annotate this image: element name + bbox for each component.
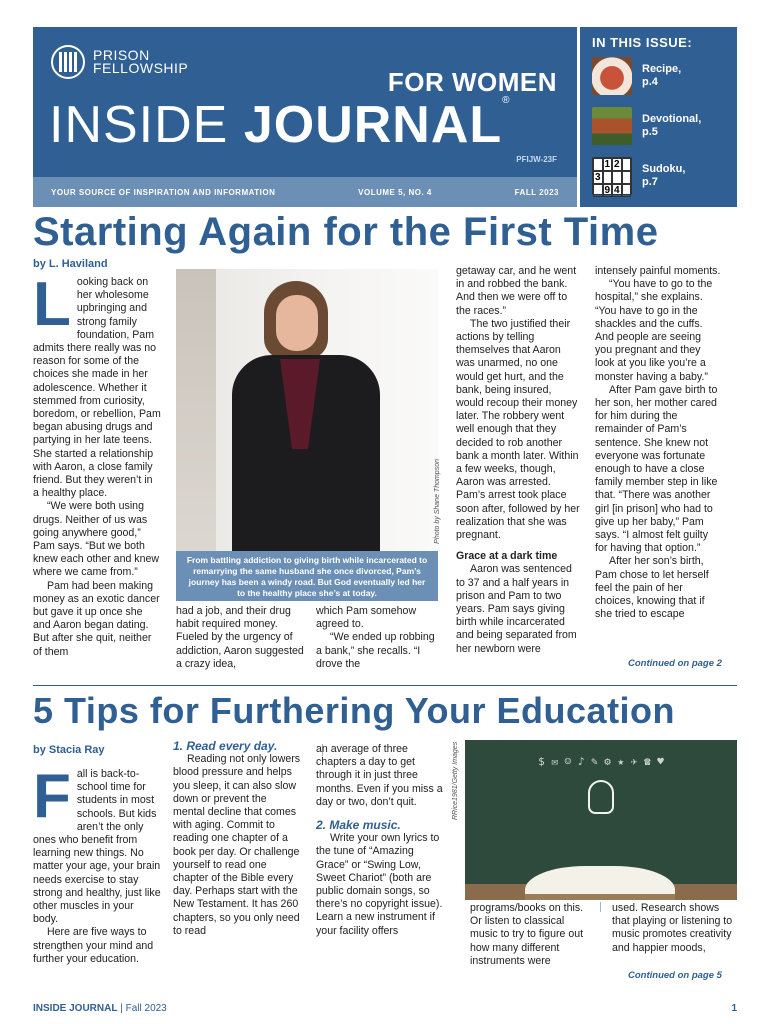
issue-code: PFIJW-23F — [516, 155, 557, 164]
article2-byline: by Stacia Ray — [33, 744, 105, 756]
recipe-thumbnail-icon — [592, 57, 632, 95]
paragraph: intensely painful moments. — [595, 265, 721, 277]
footer — [33, 1003, 167, 1014]
paragraph: getaway car, and he went in and robbed the bank. And then we were off to the races.” — [456, 265, 577, 317]
article1-col2 — [176, 605, 304, 671]
column-rule — [600, 902, 601, 912]
edition-label: FOR WOMEN — [387, 67, 557, 97]
issue-item-page: p.7 — [642, 176, 658, 188]
article1-col3 — [316, 605, 440, 671]
article1-title: Starting Again for the First Time — [33, 210, 659, 254]
title-bold: JOURNAL — [243, 96, 503, 154]
paragraph: Aaron was sentenced to 37 and a half years in prison and Pam to two years. Pam says giving birth while incarcerated and being separated from her newborn were — [456, 563, 577, 655]
photo-credit: RRice1981/Getty Images — [452, 741, 459, 820]
registered-mark: ® — [502, 95, 511, 106]
section-divider — [33, 685, 737, 686]
article2-col3 — [316, 743, 446, 938]
article1-photo — [176, 269, 441, 551]
in-this-issue-heading: IN THIS ISSUE: — [592, 35, 693, 50]
sudoku-thumbnail-icon: 1 2 3 9 4 — [592, 157, 632, 195]
in-this-issue-box — [580, 27, 737, 207]
paragraph: ooking back on her wholesome upbringing and strong family foundation, Pam admits there really was no reason for some of the choices she made in her adolescence. Whether it stemmed from curiosity, boredom, or rebellion, Pam began abusing drugs and partying in her late teens. She started a relationship with Aaron, a close family friend. But they weren’t in a healthy place. — [33, 276, 161, 500]
paragraph: programs/books on this. Or listen to classical music to try to figure out how many different instruments were — [470, 902, 584, 967]
chalk-doodles: $ ✉ ☺ ♪ ✎ ⚙ ★ ✈ ☎ ♥ — [538, 755, 664, 768]
issue-item-page: p.4 — [642, 76, 658, 88]
issue-item-page: p.5 — [642, 126, 658, 138]
article2-col5 — [612, 902, 736, 955]
paragraph: After her son’s birth, Pam chose to let herself feel the pain of her choices, knowing that if she tried to escape — [595, 555, 709, 621]
article1-col5 — [595, 265, 721, 621]
paragraph: had a job, and their drug habit required money. Fueled by the urgency of addiction, Aaron suggested a crazy idea, — [176, 605, 304, 670]
tip-heading: 2. Make music. — [316, 818, 401, 833]
article2-col1 — [33, 762, 161, 966]
paragraph: Pam had been making money as an exotic dancer but gave it up once she and Aaron began dating. But after she quit, neither of them — [33, 579, 160, 658]
season: FALL 2023 — [514, 187, 559, 197]
footer-separator: | — [117, 1003, 126, 1014]
tagline: YOUR SOURCE OF INSPIRATION AND INFORMATION — [51, 187, 276, 197]
footer-issue: Fall 2023 — [125, 1003, 167, 1014]
paragraph: which Pam somehow agreed to. — [316, 605, 417, 631]
article2-photo — [465, 740, 737, 900]
paragraph: Reading not only lowers blood pressure and helps you sleep, it can also slow down or prevent the mental decline that comes with aging. Commit to reading one chapter of a book per day. Or challenge yourself to read one chapter of the Bible every day. Perhaps start with the New Testament. It has 260 chapters, so you only need to read — [173, 753, 301, 937]
subhead: Grace at a dark time — [456, 550, 558, 563]
photo-credit: Photo by Shane Thompson — [434, 459, 441, 544]
article2-col2 — [173, 740, 301, 938]
title-light: INSIDE — [49, 96, 244, 154]
issue-item-label: Recipe, — [642, 63, 682, 75]
prison-fellowship-logo — [51, 45, 188, 79]
paragraph: “We were both using drugs. Neither of us was going anywhere good,” Pam says. “But we both knew each other and knew where we came from.” — [33, 500, 160, 579]
article1-byline: by L. Haviland — [33, 258, 108, 270]
issue-item-devotional[interactable] — [592, 107, 701, 145]
paragraph: “You have to go to the hospital,” she explains. “You have to go in the shackles and the cuffs. And people are seeing you pregnant and they look at you like you’re a monster having a baby.” — [595, 278, 713, 383]
continued-link[interactable]: Continued on page 5 — [628, 970, 722, 981]
article2-title: 5 Tips for Furthering Your Education — [33, 690, 676, 731]
paragraph: The two justified their actions by telling themselves that Aaron was unarmed, no one would get hurt, and the bank, being insured, would recoup their money later. The robbery went well enough that they decided to rob another bank a month later. Within a few weeks, though, Aaron was arrested. Pam’s arrest took place soon after, followed by her realization that she was pregnant. — [456, 317, 580, 542]
paragraph: used. Research shows that playing or listening to music promotes creativity and happier moods, — [612, 902, 733, 954]
org-line1: PRISON — [93, 47, 150, 63]
paragraph: an average of three chapters a day to get through it in just three months. Even if you miss a day or two, don’t quit. — [316, 743, 443, 808]
paragraph: Write your own lyrics to the tune of “Amazing Grace” or “Swing Low, Sweet Chariot” (both are public domain songs, so there’s no copyright issue). Learn a new instrument if your facility offers — [316, 832, 443, 937]
issue-item-sudoku[interactable] — [592, 157, 685, 195]
masthead — [33, 27, 577, 207]
masthead-bar — [33, 177, 577, 207]
org-line2: FELLOWSHIP — [93, 60, 189, 76]
devotional-thumbnail-icon — [592, 107, 632, 145]
issue-item-label: Sudoku, — [642, 163, 686, 175]
article1-col4 — [456, 265, 582, 656]
footer-publication: INSIDE JOURNAL — [33, 1003, 118, 1014]
paragraph: “We ended up robbing a bank,” she recalls. “I drove the — [316, 631, 435, 670]
article2-col4 — [470, 902, 594, 968]
paragraph: Here are five ways to strengthen your mind and further your education. — [33, 926, 154, 965]
photo-caption: From battling addiction to giving birth while incarcerated to remarrying the same husband she once divorced, Pam’s journey has been a windy road. But God eventually led her to the healthy place she’s at today. — [176, 551, 438, 601]
paragraph: After Pam gave birth to her son, her mother cared for him during the remainder of Pam’s sentence. She knew not everyone was fortunate enough to have a close family member step in like that. “There was another girl [in prison] who had to give up her baby,” Pam says. “I almost felt guilty for having that option.” — [595, 383, 718, 555]
paragraph: all is back-to-school time for students in most schools. But kids aren’t the only ones who benefit from learning new things. No matter your age, your brain needs exercise to stay strong and healthy, just like other muscles in your body. — [33, 768, 161, 926]
tip-heading: 1. Read every day. — [173, 739, 278, 753]
lightbulb-icon — [588, 780, 614, 814]
issue-item-label: Devotional, — [642, 113, 702, 125]
prison-fellowship-icon — [51, 45, 85, 79]
publication-title — [49, 95, 511, 155]
dropcap: L — [33, 270, 71, 339]
volume: VOLUME 5, NO. 4 — [358, 187, 432, 197]
issue-item-recipe[interactable] — [592, 57, 681, 95]
article1-col1 — [33, 270, 161, 659]
book-icon — [525, 866, 675, 900]
dropcap: F — [33, 762, 71, 831]
page-number: 1 — [731, 1003, 737, 1014]
continued-link[interactable]: Continued on page 2 — [628, 658, 722, 669]
